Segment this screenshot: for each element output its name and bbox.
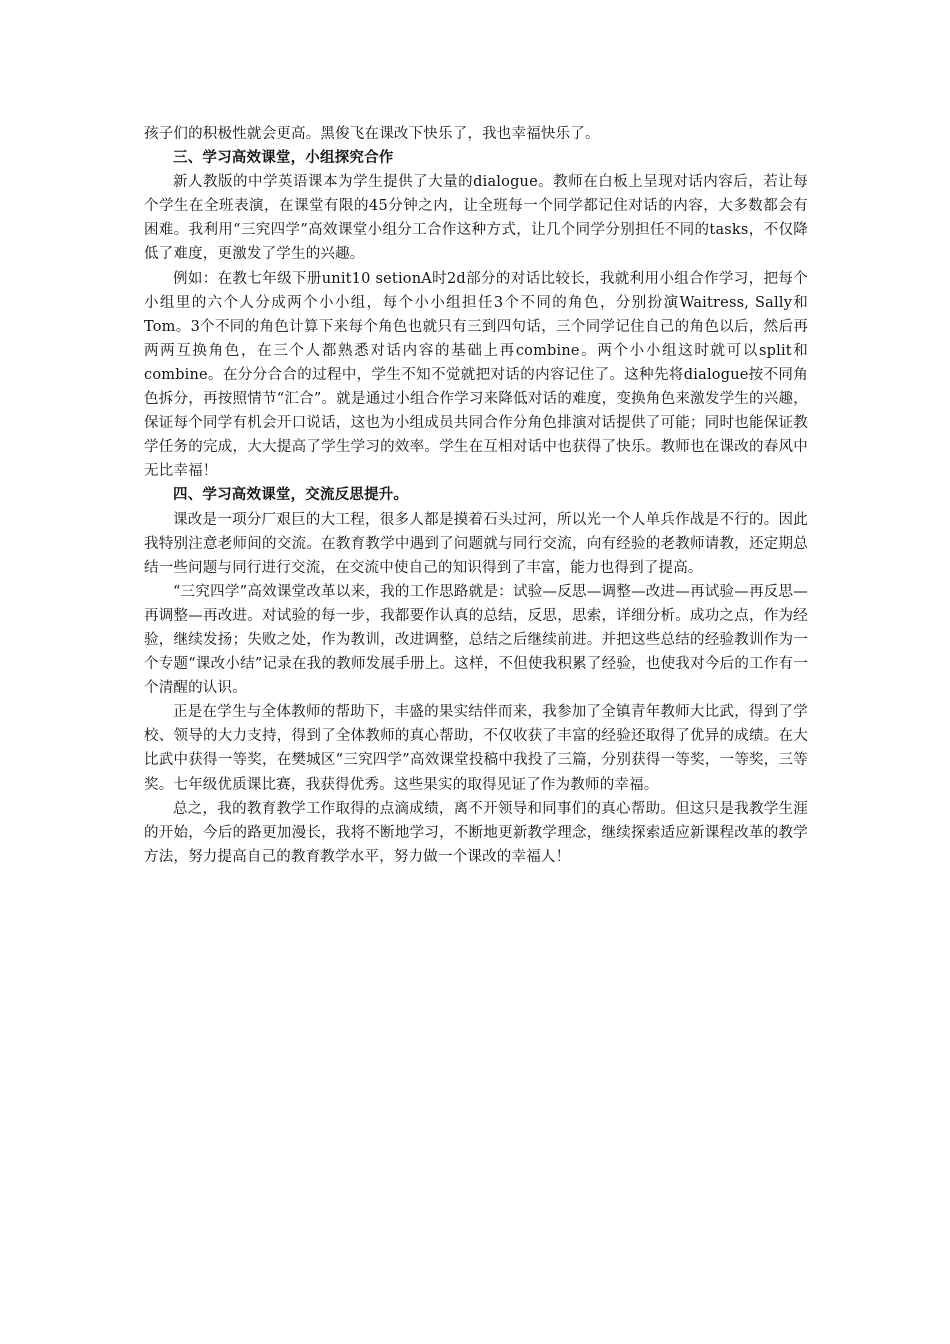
paragraph-example: 例如：在教七年级下册unit10 setionA时2d部分的对话比较长，我就利用小组合作学习，把每个小组里的六个人分成两个小小组，每个小小组担任3个不同的角色，分别扮演Waitress, Sally和Tom。3个不同的角色计算下来每个角色也就只有三到四句话，三个同学记住自己的角色以后，然后再两两互换角色，在三个人都熟悉对话内容的基础上再combine。两个小小组这时就可以split和combine。在分分合合的过程中，学生不知不觉就把对话的内容记住了。这种先将dialogue按不同角色拆分，再按照情节“汇合”。就是通过小组合作学习来降低对话的难度，变换角色来激发学生的兴趣，保证每个同学有机会开口说话，这也为小组成员共同合作分角色排演对话提供了可能；同时也能保证教学任务的完成，大大提高了学生学习的效率。学生在互相对话中也获得了快乐。教师也在课改的春风中无比幸福！ <box>144 270 808 480</box>
paragraph-continuation: 孩子们的积极性就会更高。黑俊飞在课改下快乐了，我也幸福快乐了。 <box>144 126 600 142</box>
paragraph-dialogue-intro: 新人教版的中学英语课本为学生提供了大量的dialogue。教师在白板上呈现对话内容后，若让每个学生在全班表演，在课堂有限的45分钟之内，让全班每一个同学都记住对话的内容，大多数都会有困难。我利用“三究四学”高效课堂小组分工合作这种方式，让几个同学分别担任不同的tasks，不仅降低了难度，更激发了学生的兴趣。 <box>144 174 808 263</box>
paragraph-conclusion: 总之，我的教育教学工作取得的点滴成绩，离不开领导和同事们的真心帮助。但这只是我教学生涯的开始，今后的路更加漫长，我将不断地学习，不断地更新教学理念，继续探索适应新课程改革的教学方法，努力提高自己的教育教学水平，努力做一个课改的幸福人！ <box>144 800 808 865</box>
section-heading-4: 四、学习高效课堂，交流反思提升。 <box>173 486 409 504</box>
document-page <box>144 0 808 1344</box>
section-heading-3: 三、学习高效课堂，小组探究合作 <box>173 149 394 167</box>
paragraph-achievements: 正是在学生与全体教师的帮助下，丰盛的果实结伴而来，我参加了全镇青年教师大比武，得到了学校、领导的大力支持，得到了全体教师的真心帮助，不仅收获了丰富的经验还取得了优异的成绩。在大比武中获得一等奖，在樊城区“三究四学”高效课堂投稿中我投了三篇，分别获得一等奖，一等奖，三等奖。七年级优质课比赛，我获得优秀。这些果实的取得见证了作为教师的幸福。 <box>144 704 808 793</box>
paragraph-work-approach: “三究四学”高效课堂改革以来，我的工作思路就是：试验—反思—调整—改进—再试验—再反思—再调整—再改进。对试验的每一步，我都要作认真的总结，反思，思索，详细分析。成功之点，作为经验，继续发扬；失败之处，作为教训，改进调整，总结之后继续前进。并把这些总结的经验教训作为一个专题“课改小结”记录在我的教师发展手册上。这样，不但使我积累了经验，也使我对今后的工作有一个清醒的认识。 <box>144 583 808 697</box>
paragraph-communication: 课改是一项分厂艰巨的大工程，很多人都是摸着石头过河，所以光一个人单兵作战是不行的。因此我特别注意老师间的交流。在教育教学中遇到了问题就与同行交流，向有经验的老教师请教，还定期总结一些问题与同行进行交流，在交流中使自己的知识得到了丰富，能力也得到了提高。 <box>144 511 808 576</box>
document-body <box>144 122 808 869</box>
